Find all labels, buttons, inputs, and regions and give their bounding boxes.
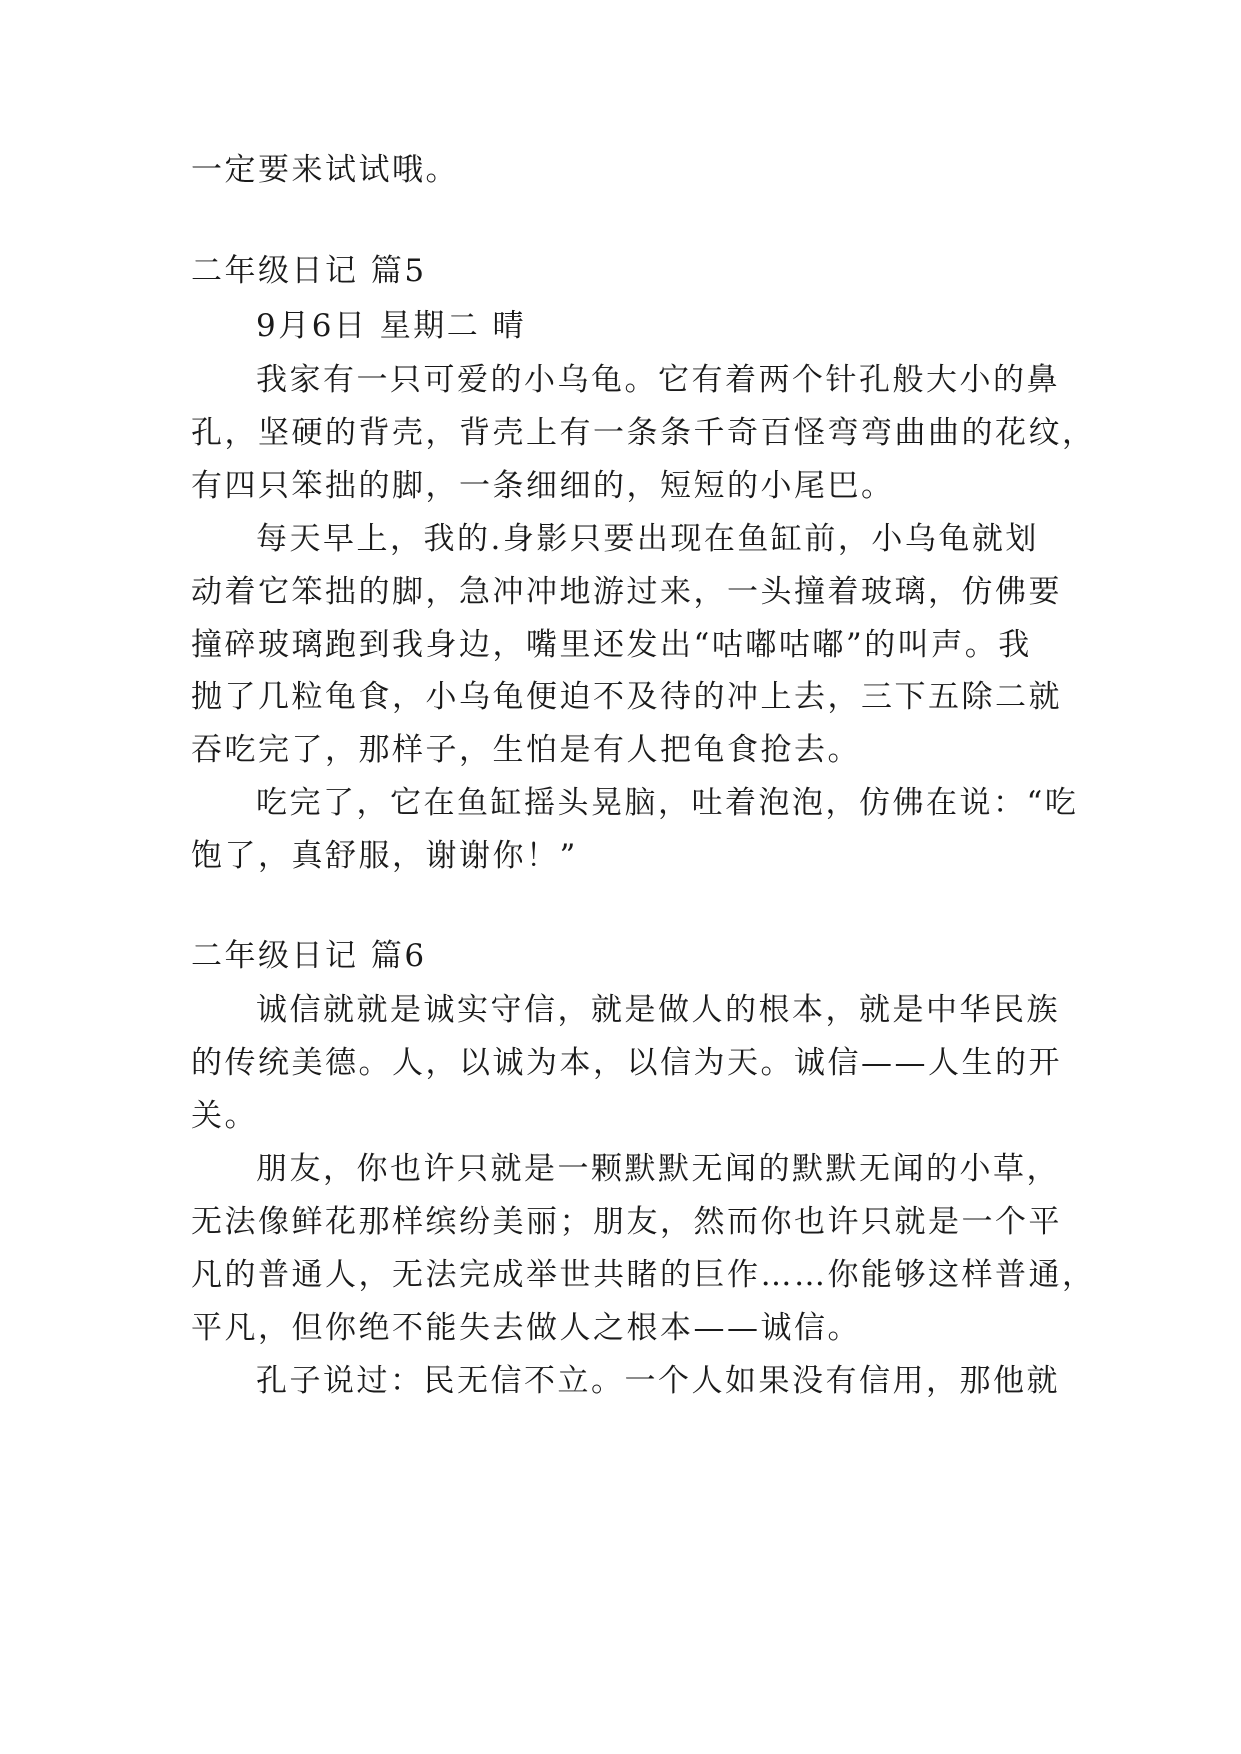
entry6-p2-line1: 朋友，你也许只就是一颗默默无闻的默默无闻的小草， [256,1151,1060,1187]
entry5-p2-line5: 吞吃完了，那样子，生怕是有人把龟食抢去。 [191,732,861,768]
entry5-p2-line4: 抛了几粒龟食，小乌龟便迫不及待的冲上去，三下五除二就 [191,679,1062,715]
entry6-p2-line3: 凡的普通人，无法完成举世共睹的巨作……你能够这样普通， [191,1257,1096,1293]
entry5-p2-line2: 动着它笨拙的脚，急冲冲地游过来，一头撞着玻璃，仿佛要 [191,574,1062,610]
entry6-p1-line3: 关。 [191,1098,258,1134]
entry6-p2-line4: 平凡，但你绝不能失去做人之根本——诚信。 [191,1310,861,1346]
entry6-heading: 二年级日记 篇6 [191,938,427,974]
entry5-p3-line2: 饱了，真舒服，谢谢你！” [191,838,578,874]
entry5-p2-line1: 每天早上，我的.身影只要出现在鱼缸前，小乌龟就划 [256,521,1039,557]
entry5-p2-line3: 撞碎玻璃跑到我身边，嘴里还发出“咕嘟咕嘟”的叫声。我 [191,627,1032,663]
entry6-p1-line1: 诚信就就是诚实守信，就是做人的根本，就是中华民族 [256,992,1060,1028]
entry5-heading: 二年级日记 篇5 [191,253,427,289]
entry6-p3-line1: 孔子说过：民无信不立。一个人如果没有信用，那他就 [256,1363,1060,1399]
entry6-p1-line2: 的传统美德。人，以诚为本，以信为天。诚信——人生的开 [191,1045,1062,1081]
entry5-p1-line3: 有四只笨拙的脚，一条细细的，短短的小尾巴。 [191,468,895,504]
entry5-date: 9月6日 星期二 晴 [256,308,527,344]
entry5-p3-line1: 吃完了，它在鱼缸摇头晃脑，吐着泡泡，仿佛在说：“吃 [256,785,1079,821]
entry6-p2-line2: 无法像鲜花那样缤纷美丽；朋友，然而你也许只就是一个平 [191,1204,1062,1240]
entry5-p1-line1: 我家有一只可爱的小乌龟。它有着两个针孔般大小的鼻 [256,362,1060,398]
entry5-p1-line2: 孔，坚硬的背壳，背壳上有一条条千奇百怪弯弯曲曲的花纹， [191,415,1096,451]
continuation-line: 一定要来试试哦。 [191,152,459,188]
